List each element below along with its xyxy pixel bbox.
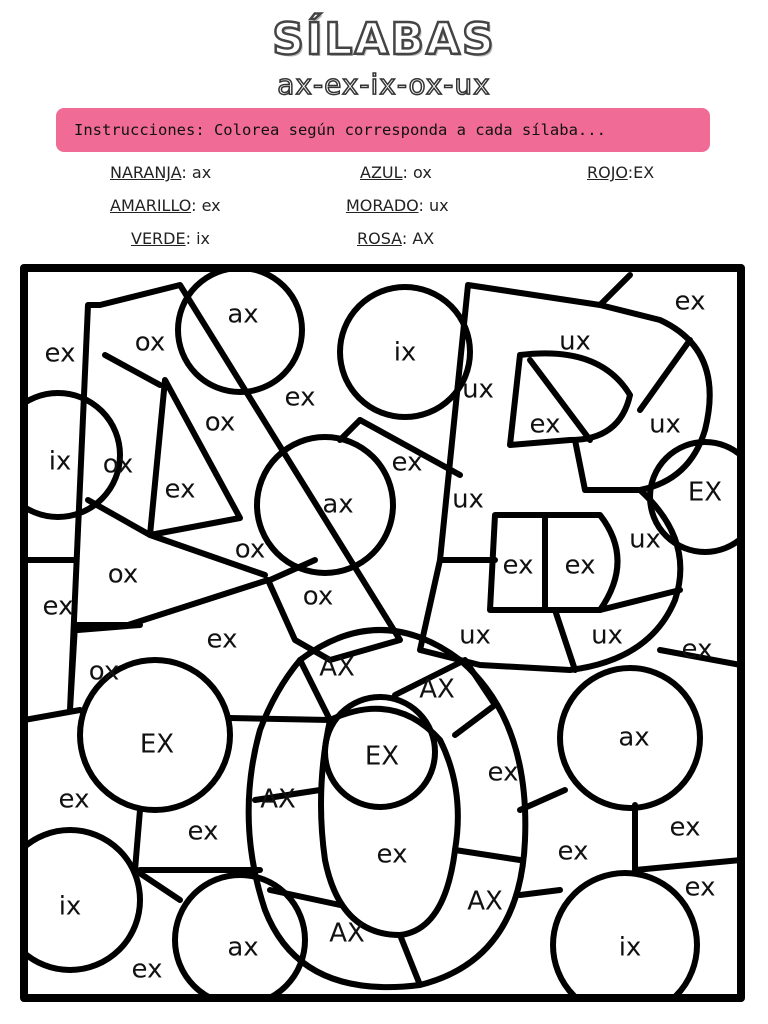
shape-line (105, 355, 160, 385)
region-label: ex (391, 447, 423, 478)
region-label: ux (629, 524, 661, 555)
region-label: ex (681, 634, 713, 665)
region-label: ex (684, 872, 716, 903)
region-label: EX (687, 477, 723, 508)
shape-line (135, 810, 180, 900)
region-label: ox (234, 534, 266, 565)
page-subtitle: ax-ex-ix-ox-ux (277, 68, 491, 101)
region-label: ux (559, 326, 591, 357)
region-label: ox (134, 327, 166, 358)
region-label: ux (459, 620, 491, 651)
region-label: ix (48, 446, 72, 477)
legend-item-naranja: NARANJA: ax (110, 163, 212, 182)
shape-line (230, 718, 330, 720)
region-label: ex (529, 409, 561, 440)
region-label: EX (364, 741, 400, 772)
region-label: ix (618, 932, 642, 963)
region-label: ox (302, 581, 334, 612)
region-label: ux (649, 409, 681, 440)
shape-line (270, 890, 340, 905)
region-label: ex (669, 812, 701, 843)
region-label: ex (284, 382, 316, 413)
legend-item-rojo: ROJO:EX (587, 163, 655, 182)
region-label: ex (502, 550, 534, 581)
region-label: ex (376, 839, 408, 870)
region-label: AX (319, 652, 355, 683)
region-label: ex (564, 550, 596, 581)
region-label: ox (88, 656, 120, 687)
region-label: ux (452, 484, 484, 515)
shape-line (640, 340, 690, 410)
region-label: ex (131, 954, 163, 985)
shape-circle (178, 268, 302, 392)
shape-line (400, 935, 420, 985)
shape-line (24, 710, 80, 720)
region-label: ox (204, 407, 236, 438)
shape-letter-b-upper-hole (510, 353, 630, 445)
region-label: AX (467, 886, 503, 917)
region-label: ex (674, 286, 706, 317)
region-label: ox (107, 559, 139, 590)
region-label: ux (462, 374, 494, 405)
region-label: ex (187, 816, 219, 847)
region-label: ix (58, 891, 82, 922)
shape-line (555, 610, 575, 670)
region-label: ex (58, 784, 90, 815)
region-label: ux (591, 620, 623, 651)
region-label: ox (102, 449, 134, 480)
legend-item-rosa: ROSA: AX (357, 229, 435, 248)
page-title: SÍLABAS (272, 14, 496, 65)
region-label: ax (322, 489, 354, 520)
region-label: AX (260, 784, 296, 815)
shape-line (340, 420, 360, 440)
shape-line (575, 440, 640, 490)
legend-item-morado: MORADO: ux (346, 196, 449, 215)
instructions-banner: Instrucciones: Colorea según corresponda a cada sílaba... (56, 108, 710, 152)
region-label: ax (227, 932, 259, 963)
region-label: ax (227, 299, 259, 330)
legend-item-amarillo: AMARILLO: ex (110, 196, 221, 215)
shape-line (455, 850, 520, 860)
region-label: AX (329, 918, 365, 949)
region-label: ex (164, 474, 196, 505)
shape-line (600, 275, 630, 305)
region-label: ix (393, 337, 417, 368)
line-art (0, 268, 760, 1017)
shape-line (520, 890, 560, 895)
legend-item-verde: VERDE: ix (131, 229, 211, 248)
legend-item-azul: AZUL: ox (360, 163, 432, 182)
region-label: ax (618, 722, 650, 753)
region-label: ex (206, 624, 238, 655)
region-label: ex (44, 338, 76, 369)
region-label: ex (42, 591, 74, 622)
region-label: ex (487, 757, 519, 788)
region-label: EX (139, 729, 175, 760)
region-label: ex (557, 836, 589, 867)
region-label: AX (419, 674, 455, 705)
shape-letter-a-hole (150, 380, 240, 535)
